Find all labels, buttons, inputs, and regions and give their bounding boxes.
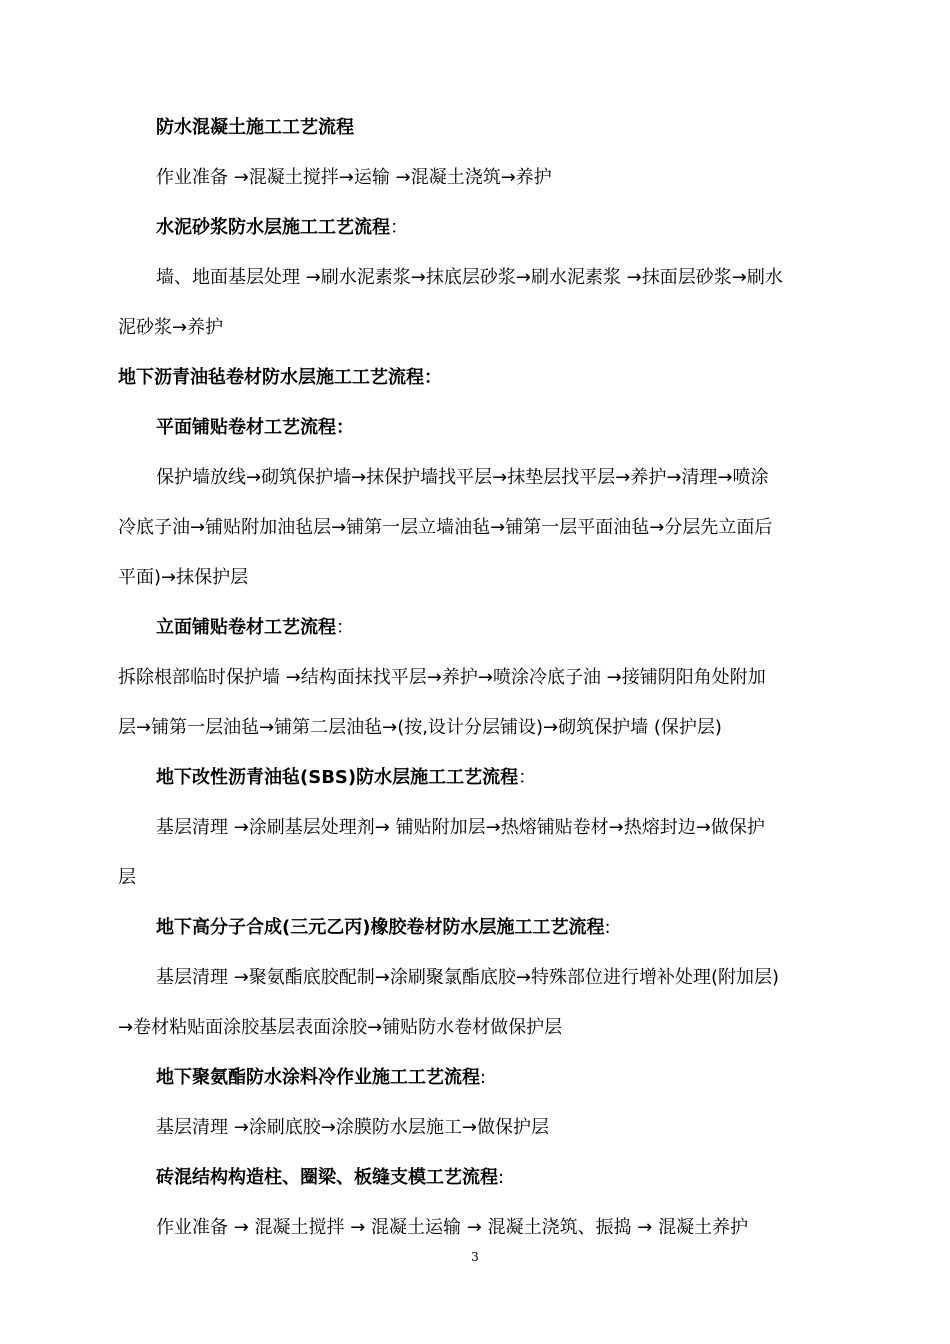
paragraph-cement-mortar-flow-1: 墙、地面基层处理 →刷水泥素浆→抹底层砂浆→刷水泥素浆 →抹面层砂浆→刷水 — [156, 267, 783, 288]
paragraph-waterproof-concrete-flow: 作业准备 →混凝土搅拌→运输 →混凝土浇筑→养护 — [156, 167, 552, 188]
heading-polyurethane-coating: 地下聚氨酯防水涂料冷作业施工工艺流程: — [156, 1067, 487, 1088]
heading-brick-formwork: 砖混结构构造柱、圈梁、板缝支模工艺流程: — [156, 1167, 505, 1188]
paragraph-cement-mortar-flow-2: 泥砂浆→养护 — [118, 317, 224, 338]
heading-asphalt-felt: 地下沥青油毡卷材防水层施工工艺流程： — [118, 367, 442, 388]
paragraph-horizontal-laying-3: 平面)→抹保护层 — [118, 567, 249, 588]
heading-colon: : — [498, 1167, 505, 1188]
paragraph-brick-formwork-flow: 作业准备 → 混凝土搅拌 → 混凝土运输 → 混凝土浇筑、振捣 → 混凝土养护 — [156, 1217, 749, 1238]
paragraph-sbs-flow-2: 层 — [118, 867, 136, 888]
paragraph-vertical-laying-2: 层→铺第一层油毡→铺第二层油毡→(按,设计分层铺设)→砌筑保护墙 (保护层) — [118, 717, 722, 738]
paragraph-polyurethane-flow: 基层清理 →涂刷底胶→涂膜防水层施工→做保护层 — [156, 1117, 549, 1138]
subheading-horizontal-laying: 平面铺贴卷材工艺流程： — [156, 417, 354, 438]
heading-colon: ： — [336, 617, 354, 638]
paragraph-horizontal-laying-1: 保护墙放线→砌筑保护墙→抹保护墙找平层→抹垫层找平层→养护→清理→喷涂 — [156, 467, 769, 488]
paragraph-epdm-flow-2: →卷材粘贴面涂胶基层表面涂胶→铺贴防水卷材做保护层 — [118, 1017, 563, 1038]
heading-colon: ： — [390, 217, 408, 238]
heading-colon: ： — [518, 767, 537, 788]
heading-epdm-rubber: 地下高分子合成(三元乙丙)橡胶卷材防水层施工工艺流程: — [156, 917, 611, 938]
heading-colon: : — [480, 1067, 487, 1088]
paragraph-epdm-flow-1: 基层清理 →聚氨酯底胶配制→涂刷聚氯酯底胶→特殊部位进行增补处理(附加层) — [156, 967, 780, 988]
heading-cement-mortar: 水泥砂浆防水层施工工艺流程： — [156, 217, 408, 238]
heading-waterproof-concrete: 防水混凝土施工工艺流程 — [156, 117, 354, 138]
paragraph-vertical-laying-1: 拆除根部临时保护墙 →结构面抹找平层→养护→喷涂冷底子油 →接铺阴阳角处附加 — [118, 667, 766, 688]
document-body — [118, 103, 846, 1253]
page-number: 3 — [471, 1250, 479, 1264]
paragraph-horizontal-laying-2: 冷底子油→铺贴附加油毡层→铺第一层立墙油毡→铺第一层平面油毡→分层先立面后 — [118, 517, 773, 538]
heading-colon: : — [604, 917, 611, 938]
subheading-vertical-laying: 立面铺贴卷材工艺流程： — [156, 617, 354, 638]
paragraph-sbs-flow-1: 基层清理 →涂刷基层处理剂→ 铺贴附加层→热熔铺贴卷材→热熔封边→做保护 — [156, 817, 765, 838]
heading-sbs-felt: 地下改性沥青油毡(SBS)防水层施工工艺流程： — [156, 767, 537, 788]
